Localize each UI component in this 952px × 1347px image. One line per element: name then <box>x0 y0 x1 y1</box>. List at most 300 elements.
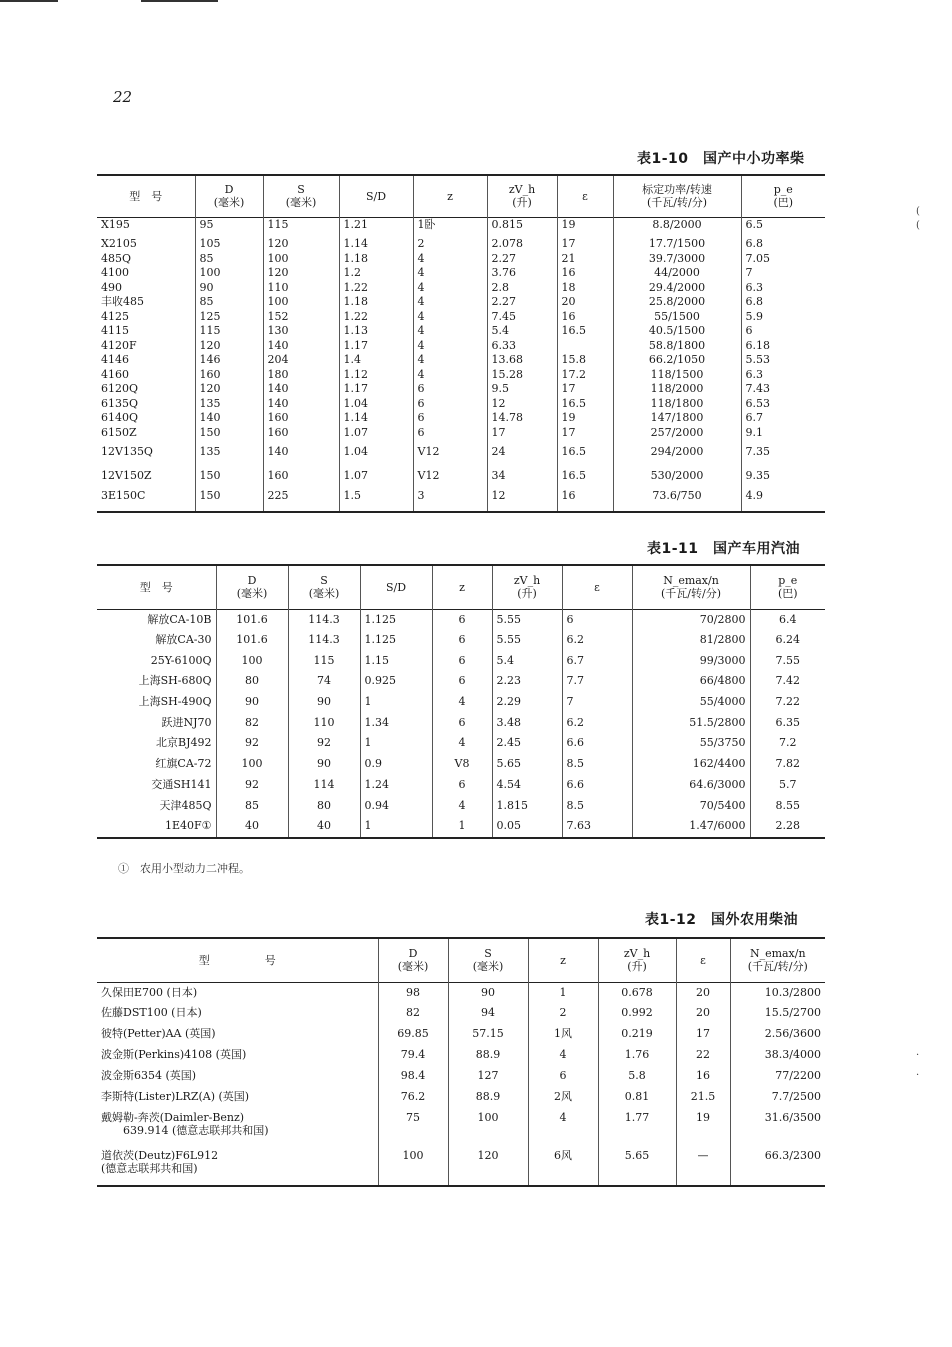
table10-header-4: z <box>413 175 487 217</box>
table-row <box>97 1003 825 1024</box>
table10-cell: 6.3 <box>741 368 825 383</box>
table10-cell: 73.6/750 <box>613 489 741 512</box>
table12-cell: — <box>676 1146 730 1186</box>
table11-cell: 110 <box>288 713 360 734</box>
table12-cell: 20 <box>676 982 730 1003</box>
table11-cell: 8.5 <box>562 754 632 775</box>
table10-cell: 140 <box>263 382 339 397</box>
table12-cell: 1.77 <box>598 1108 676 1146</box>
table11-cell: 40 <box>288 816 360 838</box>
table10-header-5: zV_h (升) <box>487 175 557 217</box>
table10-cell: 225 <box>263 489 339 512</box>
table10-caption: 表1-10 国产中小功率柴 <box>637 151 805 167</box>
table12-cell: 10.3/2800 <box>730 982 825 1003</box>
table11-cell: 8.55 <box>750 796 825 817</box>
table-row <box>97 281 825 296</box>
table10-cell: 16 <box>557 489 613 512</box>
table10-cell: 5.9 <box>741 310 825 325</box>
table-row <box>97 310 825 325</box>
table10-cell: 4 <box>413 310 487 325</box>
table10-cell: 140 <box>263 445 339 469</box>
table10-cell: 17 <box>557 426 613 445</box>
table10-cell: 294/2000 <box>613 445 741 469</box>
table10-cell: 150 <box>195 469 263 489</box>
table10-cell: 485Q <box>101 251 132 265</box>
table11-cell: 92 <box>288 733 360 754</box>
table10-cell: 17 <box>557 382 613 397</box>
table11-cell: 0.05 <box>492 816 562 838</box>
table10-cell: 2.27 <box>487 252 557 267</box>
table12-cell: 6风 <box>528 1146 598 1186</box>
table11-cell: 上海SH-680Q <box>138 674 212 688</box>
table11-cell: 80 <box>216 671 288 692</box>
table10-cell: 115 <box>195 324 263 339</box>
table-row <box>97 252 825 267</box>
table10-header-7: 标定功率/转速 (千瓦/转/分) <box>613 175 741 217</box>
table12-cell: 6 <box>528 1066 598 1087</box>
table11-cell: 6.7 <box>562 651 632 672</box>
table11-footnote: ① 农用小型动力二冲程。 <box>118 862 250 875</box>
table10-cell: 204 <box>263 353 339 368</box>
table10-header-6: ε <box>557 175 613 217</box>
table10-cell: 1.14 <box>339 237 413 252</box>
table11-cell: 3.48 <box>492 713 562 734</box>
table10-cell: 25.8/2000 <box>613 295 741 310</box>
table10-cell: 1.14 <box>339 411 413 426</box>
table11-cell: 5.7 <box>750 775 825 796</box>
table11-cell: 6.2 <box>562 713 632 734</box>
table-row <box>97 445 825 469</box>
table10-cell: 18 <box>557 281 613 296</box>
table10-cell: 6135Q <box>101 396 139 410</box>
table-row <box>97 982 825 1003</box>
table10-cell: 257/2000 <box>613 426 741 445</box>
table-row <box>97 1024 825 1045</box>
table11-cell: 7.42 <box>750 671 825 692</box>
table11-header-1: D (毫米) <box>216 565 288 609</box>
table11-cell: 1 <box>432 816 492 838</box>
table10-cell: 24 <box>487 445 557 469</box>
table11-cell: 1.125 <box>360 609 432 630</box>
table10-cell: 4 <box>413 339 487 354</box>
table10-cell: 1.18 <box>339 295 413 310</box>
table10-cell: 6 <box>741 324 825 339</box>
table11-header-6: ε <box>562 565 632 609</box>
table10-cell: 14.78 <box>487 411 557 426</box>
table10-cell: 115 <box>263 217 339 237</box>
table11-cell: 6.6 <box>562 775 632 796</box>
table12-cell: 2 <box>528 1003 598 1024</box>
table11-cell: 1.15 <box>360 651 432 672</box>
table10-cell: 8.8/2000 <box>613 217 741 237</box>
table12-header-6: N_emax/n (千瓦/转/分) <box>730 938 825 982</box>
table12-cell: 90 <box>448 982 528 1003</box>
table11-cell: 2.45 <box>492 733 562 754</box>
table10-cell: 17.7/1500 <box>613 237 741 252</box>
table12-cell: 88.9 <box>448 1045 528 1066</box>
table10-cell: V12 <box>413 469 487 489</box>
table10-cell: 530/2000 <box>613 469 741 489</box>
table10-cell: 16.5 <box>557 469 613 489</box>
table11-cell: 114.3 <box>288 630 360 651</box>
table12 <box>97 937 825 1187</box>
table11-cell: 1 <box>360 816 432 838</box>
table11-cell: 1.24 <box>360 775 432 796</box>
table10-cell: 4 <box>413 266 487 281</box>
table10-cell: 1.12 <box>339 368 413 383</box>
table11-cell: 6 <box>432 713 492 734</box>
table11-cell: 5.4 <box>492 651 562 672</box>
table10-cell: 4 <box>413 295 487 310</box>
table11-cell: 4 <box>432 733 492 754</box>
table11-header-0: 型 号 <box>139 580 173 594</box>
table11-caption: 表1-11 国产车用汽油 <box>647 541 801 557</box>
table-row <box>97 266 825 281</box>
table10-cell: 20 <box>557 295 613 310</box>
table10-header-1: D (毫米) <box>195 175 263 217</box>
table11-cell: 100 <box>216 754 288 775</box>
table-row <box>97 1045 825 1066</box>
table10-cell: 17 <box>487 426 557 445</box>
table10-cell: 6.3 <box>741 281 825 296</box>
table10-cell: 15.8 <box>557 353 613 368</box>
table-row <box>97 630 825 651</box>
table11-cell: 解放CA-10B <box>147 612 212 626</box>
table10-cell: 29.4/2000 <box>613 281 741 296</box>
table-row <box>97 324 825 339</box>
table-row <box>97 489 825 512</box>
table10-cell: 5.53 <box>741 353 825 368</box>
table10-cell: 150 <box>195 426 263 445</box>
table10-cell: 17 <box>557 237 613 252</box>
table11-cell: 7.63 <box>562 816 632 838</box>
table10-cell: 152 <box>263 310 339 325</box>
table12-cell: 2.56/3600 <box>730 1024 825 1045</box>
table11-cell: 115 <box>288 651 360 672</box>
table10-cell: 7.35 <box>741 445 825 469</box>
table12-cell: 21.5 <box>676 1087 730 1108</box>
table12-cell: 1.76 <box>598 1045 676 1066</box>
table10-cell: 12V150Z <box>101 468 152 482</box>
table11-cell: 100 <box>216 651 288 672</box>
table10-cell: 16.5 <box>557 397 613 412</box>
table12-cell: 66.3/2300 <box>730 1146 825 1186</box>
table11-cell: 90 <box>288 692 360 713</box>
table12-cell: 4 <box>528 1045 598 1066</box>
table10-cell: 21 <box>557 252 613 267</box>
table11-cell: 1.815 <box>492 796 562 817</box>
table10-cell: 6.33 <box>487 339 557 354</box>
table12-cell: 22 <box>676 1045 730 1066</box>
table10-cell: 7 <box>741 266 825 281</box>
table10-cell: 1.4 <box>339 353 413 368</box>
table11-cell: 114 <box>288 775 360 796</box>
table10-cell: 19 <box>557 217 613 237</box>
table11-cell: 51.5/2800 <box>632 713 750 734</box>
table10-cell: 1.04 <box>339 397 413 412</box>
table-row <box>97 796 825 817</box>
table10-cell: 150 <box>195 489 263 512</box>
table10-cell: 1.22 <box>339 281 413 296</box>
table12-cell: 100 <box>448 1108 528 1146</box>
table11-cell: 1.34 <box>360 713 432 734</box>
table10-cell: 180 <box>263 368 339 383</box>
table10-cell: 120 <box>263 266 339 281</box>
table10-cell: 90 <box>195 281 263 296</box>
table10-cell: 4.9 <box>741 489 825 512</box>
table10-cell: 130 <box>263 324 339 339</box>
table10-cell: 4 <box>413 353 487 368</box>
table10-cell: 146 <box>195 353 263 368</box>
table11-cell: 0.925 <box>360 671 432 692</box>
table10-cell: 85 <box>195 295 263 310</box>
table12-cell: 94 <box>448 1003 528 1024</box>
table12-cell: 75 <box>378 1108 448 1146</box>
table10-cell: X2105 <box>101 237 137 250</box>
table10-cell: 4125 <box>101 309 129 323</box>
table12-cell: 31.6/3500 <box>730 1108 825 1146</box>
table11-cell: 114.3 <box>288 609 360 630</box>
table12-cell: 79.4 <box>378 1045 448 1066</box>
table10-cell: 3 <box>413 489 487 512</box>
table11-cell: 82 <box>216 713 288 734</box>
table10-cell: 1卧 <box>413 217 487 237</box>
table10-cell: 4115 <box>101 324 129 337</box>
table12-cell: 77/2200 <box>730 1066 825 1087</box>
table11-cell: 55/4000 <box>632 692 750 713</box>
table10-cell: 6.7 <box>741 411 825 426</box>
table12-cell: 波金斯6354 (英国) <box>101 1069 197 1082</box>
table10-cell: 2 <box>413 237 487 252</box>
table11-cell: 7.2 <box>750 733 825 754</box>
table11-cell: 1E40F① <box>164 819 212 833</box>
table10-cell: 1.21 <box>339 217 413 237</box>
table11-cell: 上海SH-490Q <box>138 695 212 709</box>
table10-cell: 40.5/1500 <box>613 324 741 339</box>
table10-cell: 118/1800 <box>613 397 741 412</box>
table10-cell: 125 <box>195 310 263 325</box>
table12-cell: 120 <box>448 1146 528 1186</box>
table10-cell: 39.7/3000 <box>613 252 741 267</box>
table11-cell: 4 <box>432 796 492 817</box>
table10-cell: 2.27 <box>487 295 557 310</box>
table-row <box>97 353 825 368</box>
table11-cell: 2.23 <box>492 671 562 692</box>
table-row <box>97 339 825 354</box>
table10-cell: 140 <box>195 411 263 426</box>
table12-cell: 1 <box>528 982 598 1003</box>
table12-cell: 彼特(Petter)AA (英国) <box>101 1027 216 1040</box>
table11-cell: 6 <box>432 630 492 651</box>
table11-cell: 70/5400 <box>632 796 750 817</box>
table10-header-8: p_e (巴) <box>741 175 825 217</box>
table12-header-2: S (毫米) <box>448 938 528 982</box>
table11-cell: 64.6/3000 <box>632 775 750 796</box>
table10-cell: 16 <box>557 266 613 281</box>
table10-cell: 9.1 <box>741 426 825 445</box>
table10-cell: 4120F <box>101 338 137 352</box>
table11-cell: 6.4 <box>750 609 825 630</box>
table10-cell: 100 <box>263 252 339 267</box>
table12-cell: 69.85 <box>378 1024 448 1045</box>
table10-cell: 6 <box>413 426 487 445</box>
table11-cell: 1 <box>360 692 432 713</box>
table11-cell: 40 <box>216 816 288 838</box>
table11-cell: 81/2800 <box>632 630 750 651</box>
table10-cell: 120 <box>263 237 339 252</box>
table10-cell: 120 <box>195 339 263 354</box>
table12-cell: 19 <box>676 1108 730 1146</box>
table10-cell: 135 <box>195 397 263 412</box>
table11-cell: 0.9 <box>360 754 432 775</box>
table10-cell: 4146 <box>101 353 129 366</box>
table10-cell: 1.04 <box>339 445 413 469</box>
table-row <box>97 671 825 692</box>
table11-cell: 1 <box>360 733 432 754</box>
table10-cell: 2.8 <box>487 281 557 296</box>
table10-cell: 4 <box>413 324 487 339</box>
table12-cell: 98 <box>378 982 448 1003</box>
table10-cell: 4100 <box>101 266 129 279</box>
table10-cell: 110 <box>263 281 339 296</box>
table11-cell: 北京BJ492 <box>156 736 212 750</box>
table11-header-2: S (毫米) <box>288 565 360 609</box>
table11-cell: 55/3750 <box>632 733 750 754</box>
table-row <box>97 754 825 775</box>
table10-cell: 6.53 <box>741 397 825 412</box>
table12-cell: 5.8 <box>598 1066 676 1087</box>
table11-cell: 25Y-6100Q <box>150 653 212 667</box>
table-row <box>97 1146 825 1186</box>
table-row <box>97 426 825 445</box>
table10-cell: 100 <box>195 266 263 281</box>
table10-cell: 140 <box>263 339 339 354</box>
table10-cell: 1.13 <box>339 324 413 339</box>
table10-cell: 1.5 <box>339 489 413 512</box>
table10-cell: 3.76 <box>487 266 557 281</box>
table10-cell: 44/2000 <box>613 266 741 281</box>
table11-cell: 6.24 <box>750 630 825 651</box>
table10-cell: X195 <box>101 217 130 231</box>
table11-cell: 7.7 <box>562 671 632 692</box>
table11-cell: 74 <box>288 671 360 692</box>
table12-header-0: 型 号 <box>198 953 276 967</box>
table10-cell: 6.8 <box>741 295 825 310</box>
table11-cell: 6.2 <box>562 630 632 651</box>
table11-cell: 7.22 <box>750 692 825 713</box>
table10-cell: 160 <box>263 411 339 426</box>
table11-cell: 交通SH141 <box>151 777 212 791</box>
table12-cell: 15.5/2700 <box>730 1003 825 1024</box>
table12-header-1: D (毫米) <box>378 938 448 982</box>
table11-header-7: N_emax/n (千瓦/转/分) <box>632 565 750 609</box>
table11-cell: 红旗CA-72 <box>155 757 212 771</box>
table12-cell: 0.678 <box>598 982 676 1003</box>
table-row <box>97 217 825 237</box>
table10-cell: 85 <box>195 252 263 267</box>
table11-cell: 92 <box>216 775 288 796</box>
table-row <box>97 1108 825 1146</box>
table10-cell: 6.5 <box>741 217 825 237</box>
table11-cell: 6.6 <box>562 733 632 754</box>
table10-cell: 490 <box>101 280 122 294</box>
table10-cell: 118/2000 <box>613 382 741 397</box>
table11-cell: 80 <box>288 796 360 817</box>
table10-cell: 100 <box>263 295 339 310</box>
table12-cell: 76.2 <box>378 1087 448 1108</box>
table10-cell: V12 <box>413 445 487 469</box>
table10-cell: 9.35 <box>741 469 825 489</box>
table11-cell: 4 <box>432 692 492 713</box>
table11-cell: 6 <box>432 671 492 692</box>
table12-cell: 82 <box>378 1003 448 1024</box>
table10-cell: 4 <box>413 281 487 296</box>
table10-cell: 4 <box>413 252 487 267</box>
table10-cell: 1.07 <box>339 426 413 445</box>
table10-cell: 135 <box>195 445 263 469</box>
table11-cell: 跃进NJ70 <box>161 715 212 729</box>
table-row <box>97 775 825 796</box>
table10-cell: 160 <box>195 368 263 383</box>
table10-cell: 16.5 <box>557 324 613 339</box>
table10-cell: 140 <box>263 397 339 412</box>
table12-cell: 波金斯(Perkins)4108 (英国) <box>101 1048 247 1061</box>
table10-cell: 12V135Q <box>101 444 153 458</box>
table10-cell: 55/1500 <box>613 310 741 325</box>
table10-cell: 1.17 <box>339 339 413 354</box>
table11-cell: 7.82 <box>750 754 825 775</box>
table10-cell: 7.05 <box>741 252 825 267</box>
table11-cell: 90 <box>288 754 360 775</box>
table10-cell: 16 <box>557 310 613 325</box>
table-row <box>97 295 825 310</box>
table11-cell: 5.65 <box>492 754 562 775</box>
table10 <box>97 174 825 513</box>
table12-header-5: ε <box>676 938 730 982</box>
table12-cell: 佐藤DST100 (日本) <box>101 1006 202 1019</box>
table12-cell: 100 <box>378 1146 448 1186</box>
table10-cell: 6.18 <box>741 339 825 354</box>
table10-cell: 95 <box>195 217 263 237</box>
table11-header-5: zV_h (升) <box>492 565 562 609</box>
table11-cell: 162/4400 <box>632 754 750 775</box>
table12-cell: 88.9 <box>448 1087 528 1108</box>
table11-cell: 解放CA-30 <box>155 633 212 646</box>
table12-cell: 戴姆勒-奔茨(Daimler-Benz) 639.914 (德意志联邦共和国) <box>101 1111 269 1137</box>
table-row <box>97 411 825 426</box>
table11-cell: 5.55 <box>492 609 562 630</box>
table11-cell: 8.5 <box>562 796 632 817</box>
table-row <box>97 382 825 397</box>
table10-cell: 5.4 <box>487 324 557 339</box>
table12-cell: 0.81 <box>598 1087 676 1108</box>
table10-cell: 34 <box>487 469 557 489</box>
table12-cell: 57.15 <box>448 1024 528 1045</box>
table11-cell: 2.29 <box>492 692 562 713</box>
table12-header-3: z <box>528 938 598 982</box>
table11-cell: 1.47/6000 <box>632 816 750 838</box>
table10-cell: 7.45 <box>487 310 557 325</box>
table12-cell: 1风 <box>528 1024 598 1045</box>
table11-cell: 天津485Q <box>159 798 212 812</box>
table10-cell: 7.43 <box>741 382 825 397</box>
table11-cell: 92 <box>216 733 288 754</box>
table11-cell: 0.94 <box>360 796 432 817</box>
table10-cell: 6.8 <box>741 237 825 252</box>
table12-cell: 李斯特(Lister)LRZ(A) (英国) <box>101 1090 250 1103</box>
table-row <box>97 713 825 734</box>
table12-cell: 127 <box>448 1066 528 1087</box>
